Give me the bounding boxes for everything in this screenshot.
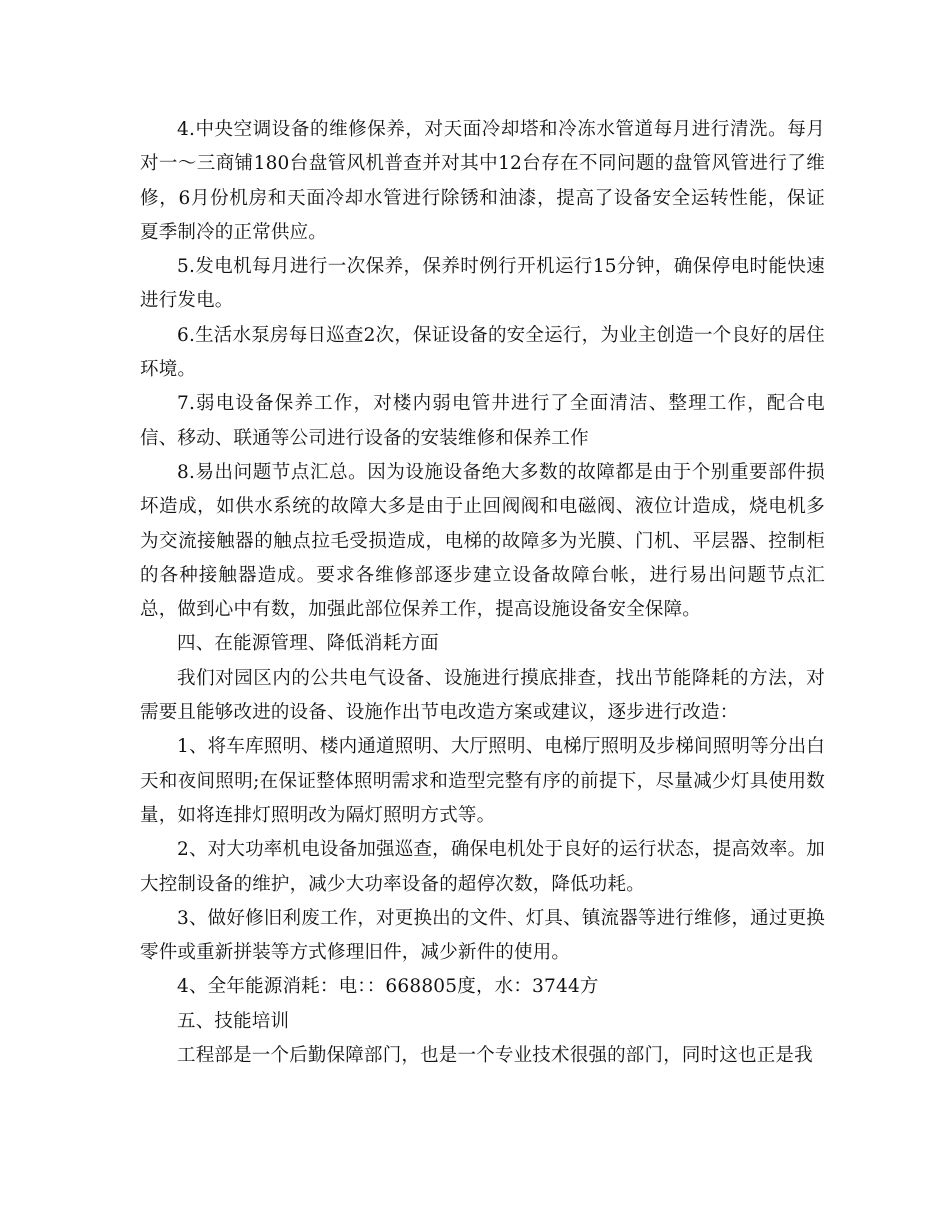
- paragraph-water-pump-inspection: 6.生活水泵房每日巡查2次，保证设备的安全运行，为业主创造一个良好的居住环境。: [140, 324, 825, 381]
- paragraph-hvac-maintenance: 4.中央空调设备的维修保养，对天面冷却塔和冷冻水管道每月进行清洗。每月对一～三商铺180台盘管风机普查并对其中12台存在不同问题的盘管风管进行了维修，6月份机房和天面冷却水管进行除锈和油漆，提高了设备安全运转性能，保证夏季制冷的正常供应。: [140, 119, 825, 243]
- paragraph-engineering-department: 工程部是一个后勤保障部门，也是一个专业技术很强的部门，同时这也正是我: [177, 1045, 813, 1067]
- paragraph-low-voltage-maintenance: 7.弱电设备保养工作，对楼内弱电管井进行了全面清洁、整理工作，配合电信、移动、联通等公司进行设备的安装维修和保养工作: [140, 393, 825, 449]
- paragraph-energy-survey: 我们对园区内的公共电气设备、设施进行摸底排查，找出节能降耗的方法，对需要且能够改进的设备、设施作出节电改造方案或建议，逐步进行改造：: [140, 667, 825, 724]
- paragraph-lighting-reduction: 1、将车库照明、楼内通道照明、大厅照明、电梯厅照明及步梯间照明等分出白天和夜间照明;在保证整体照明需求和造型完整有序的前提下，尽量减少灯具使用数量，如将连排灯照明改为隔灯照明方式等。: [140, 736, 825, 826]
- paragraph-annual-consumption: 4、全年能源消耗：电：：668805度，水：3744方: [177, 976, 599, 998]
- paragraph-fault-summary: 8.易出问题节点汇总。因为设施设备绝大多数的故障都是由于个别重要部件损坏造成，如供水系统的故障大多是由于止回阀阀和电磁阀、液位计造成，烧电机多为交流接触器的触点拉毛受损造成，电梯的故障多为光膜、门机、平层器、控制柜的各种接触器造成。要求各维修部逐步建立设备故障台帐，进行易出问题节点汇总，做到心中有数，加强此部位保养工作，提高设施设备安全保障。: [140, 461, 825, 621]
- paragraph-high-power-inspection: 2、对大功率机电设备加强巡查，确保电机处于良好的运行状态，提高效率。加大控制设备的维护，减少大功率设备的超停次数，降低功耗。: [140, 839, 825, 895]
- section-heading-energy-management: 四、在能源管理、降低消耗方面: [177, 633, 439, 655]
- paragraph-generator-maintenance: 5.发电机每月进行一次保养，保养时例行开机运行15分钟，确保停电时能快速进行发电。: [140, 256, 825, 312]
- section-heading-skills-training: 五、技能培训: [177, 1010, 290, 1032]
- paragraph-reuse-repair: 3、做好修旧利废工作，对更换出的文件、灯具、镇流器等进行维修，通过更换零件或重新拼装等方式修理旧件，减少新件的使用。: [140, 907, 825, 964]
- document-body: [140, 113, 825, 1073]
